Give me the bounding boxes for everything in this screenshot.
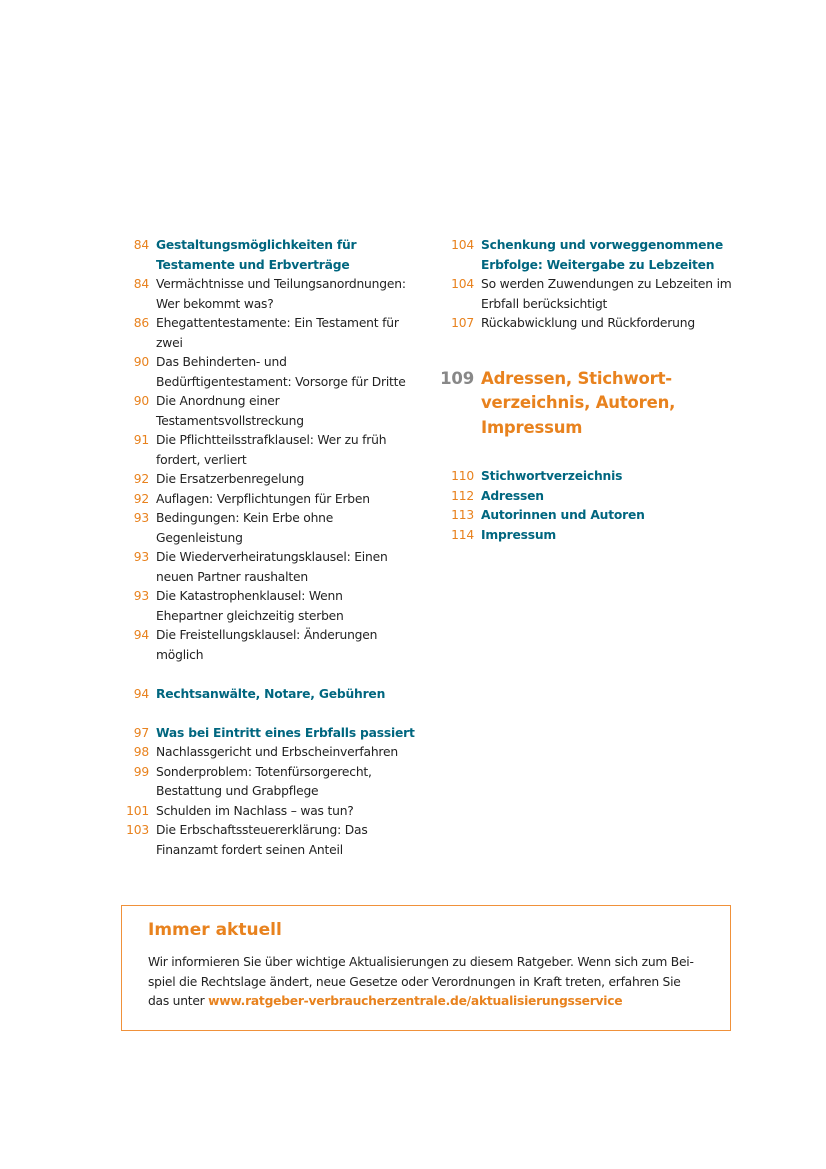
toc-entry[interactable] <box>110 353 420 392</box>
entry-title: Impressum <box>481 527 557 542</box>
page-number: 93 <box>133 550 149 564</box>
toc-entry[interactable] <box>110 470 420 490</box>
toc-section-heading[interactable] <box>110 724 420 744</box>
entry-title: Bedingungen: Kein Erbe ohne Gegenleistung <box>156 511 334 545</box>
page-number: 112 <box>451 488 474 503</box>
entry-title: Adressen, Stichwort- verzeichnis, Autoren, Impressum <box>481 368 676 437</box>
toc-entry[interactable] <box>110 802 420 822</box>
entry-title: Das Behinderten- und Bedürftigentestament: Vorsorge für Dritte <box>156 355 406 389</box>
page-number: 93 <box>133 511 149 525</box>
toc-section-heading[interactable] <box>430 236 750 275</box>
page-number: 91 <box>133 433 149 447</box>
toc-right-column <box>430 236 750 545</box>
page-number: 101 <box>126 803 149 818</box>
entry-title: Auflagen: Verpflichtungen für Erben <box>156 491 370 506</box>
page-number: 97 <box>133 725 149 740</box>
entry-title: Die Ersatzerbenregelung <box>156 472 305 486</box>
info-box-text: Wir informieren Sie über wichtige Aktualisierungen zu diesem Ratgeber. Wenn sich zum Bei-spiel die Rechtslage ändert, neue Gesetze oder Verordnungen in Kraft treten, erfahren Sie das unter <box>148 955 694 1008</box>
page-number: 113 <box>451 508 474 522</box>
page-number: 90 <box>133 355 149 369</box>
toc-entry[interactable] <box>430 275 750 314</box>
page-number: 107 <box>451 316 474 330</box>
entry-title: Sonderproblem: Totenfürsorgerecht, Bestattung und Grabpflege <box>156 764 372 798</box>
page-number: 94 <box>133 628 149 642</box>
toc-entry[interactable] <box>110 431 420 470</box>
info-box-body <box>148 953 704 1012</box>
entry-title: Die Pflichtteilsstrafklausel: Wer zu früh fordert, verliert <box>156 433 387 467</box>
toc-entry[interactable] <box>110 743 420 763</box>
entry-title: Rechtsanwälte, Notare, Gebühren <box>156 686 386 701</box>
page-number: 92 <box>133 491 149 506</box>
entry-title: Ehegattentestamente: Ein Testament für zwei <box>156 316 399 350</box>
toc-entry[interactable] <box>110 490 420 510</box>
entry-title: Nachlassgericht und Erbscheinverfahren <box>156 745 398 759</box>
info-box-immer-aktuell <box>121 905 731 1031</box>
entry-title: Vermächtnisse und Teilungsanordnungen: Wer bekommt was? <box>156 277 406 311</box>
toc-section-heading[interactable] <box>430 526 750 546</box>
update-service-link[interactable]: www.ratgeber-verbraucherzentrale.de/aktualisierungsservice <box>208 994 623 1008</box>
toc-entry[interactable] <box>110 509 420 548</box>
page-number: 110 <box>451 469 474 483</box>
page-number: 92 <box>133 472 149 486</box>
toc-entry[interactable] <box>110 548 420 587</box>
entry-title: Die Freistellungsklausel: Änderungen möglich <box>156 628 378 662</box>
entry-title: Schenkung und vorweggenommene Erbfolge: Weitergabe zu Lebzeiten <box>481 238 723 272</box>
entry-title: Rückabwicklung und Rückforderung <box>481 316 695 330</box>
page-number: 109 <box>440 368 474 388</box>
entry-title: Adressen <box>481 488 544 503</box>
page-number: 98 <box>133 745 149 759</box>
page-number: 99 <box>133 764 149 779</box>
toc-section-heading[interactable] <box>430 506 750 526</box>
toc-entry[interactable] <box>110 821 420 860</box>
toc-entry[interactable] <box>430 314 750 334</box>
toc-section-heading[interactable] <box>430 367 750 441</box>
spacer <box>110 704 420 724</box>
entry-title: So werden Zuwendungen zu Lebzeiten im Erbfall berücksichtigt <box>481 277 732 311</box>
page-number: 86 <box>133 316 149 330</box>
entry-title: Die Erbschaftssteuererklärung: Das Finanzamt fordert seinen Anteil <box>156 823 368 857</box>
page-number: 104 <box>451 277 474 291</box>
page-number: 104 <box>451 238 474 252</box>
page-number: 103 <box>126 823 149 837</box>
page-number: 84 <box>133 277 149 291</box>
entry-title: Autorinnen und Autoren <box>481 508 645 522</box>
toc-section-heading[interactable] <box>110 685 420 705</box>
entry-title: Gestaltungsmöglichkeiten für Testamente und Erbverträge <box>156 238 357 272</box>
toc-left-column <box>110 236 420 860</box>
toc-section-heading[interactable] <box>430 487 750 507</box>
toc-entry[interactable] <box>110 626 420 665</box>
toc-section-heading[interactable] <box>110 236 420 275</box>
toc-section-heading[interactable] <box>430 467 750 487</box>
entry-title: Was bei Eintritt eines Erbfalls passiert <box>156 725 415 740</box>
page-number: 114 <box>451 527 474 542</box>
toc-entry[interactable] <box>110 392 420 431</box>
entry-title: Die Katastrophenklausel: Wenn Ehepartner gleichzeitig sterben <box>156 589 344 623</box>
entry-title: Die Anordnung einer Testamentsvollstreckung <box>156 394 304 428</box>
page-number: 93 <box>133 589 149 603</box>
toc-entry[interactable] <box>110 314 420 353</box>
page-number: 84 <box>133 238 149 252</box>
page-number: 90 <box>133 394 149 408</box>
toc-entry[interactable] <box>110 587 420 626</box>
entry-title: Die Wiederverheiratungsklausel: Einen neuen Partner raushalten <box>156 550 388 584</box>
entry-title: Schulden im Nachlass – was tun? <box>156 803 354 818</box>
info-box-title: Immer aktuell <box>148 920 282 940</box>
spacer <box>110 665 420 685</box>
page-number: 94 <box>133 686 149 701</box>
entry-title: Stichwortverzeichnis <box>481 469 623 483</box>
toc-entry[interactable] <box>110 275 420 314</box>
toc-entry[interactable] <box>110 763 420 802</box>
